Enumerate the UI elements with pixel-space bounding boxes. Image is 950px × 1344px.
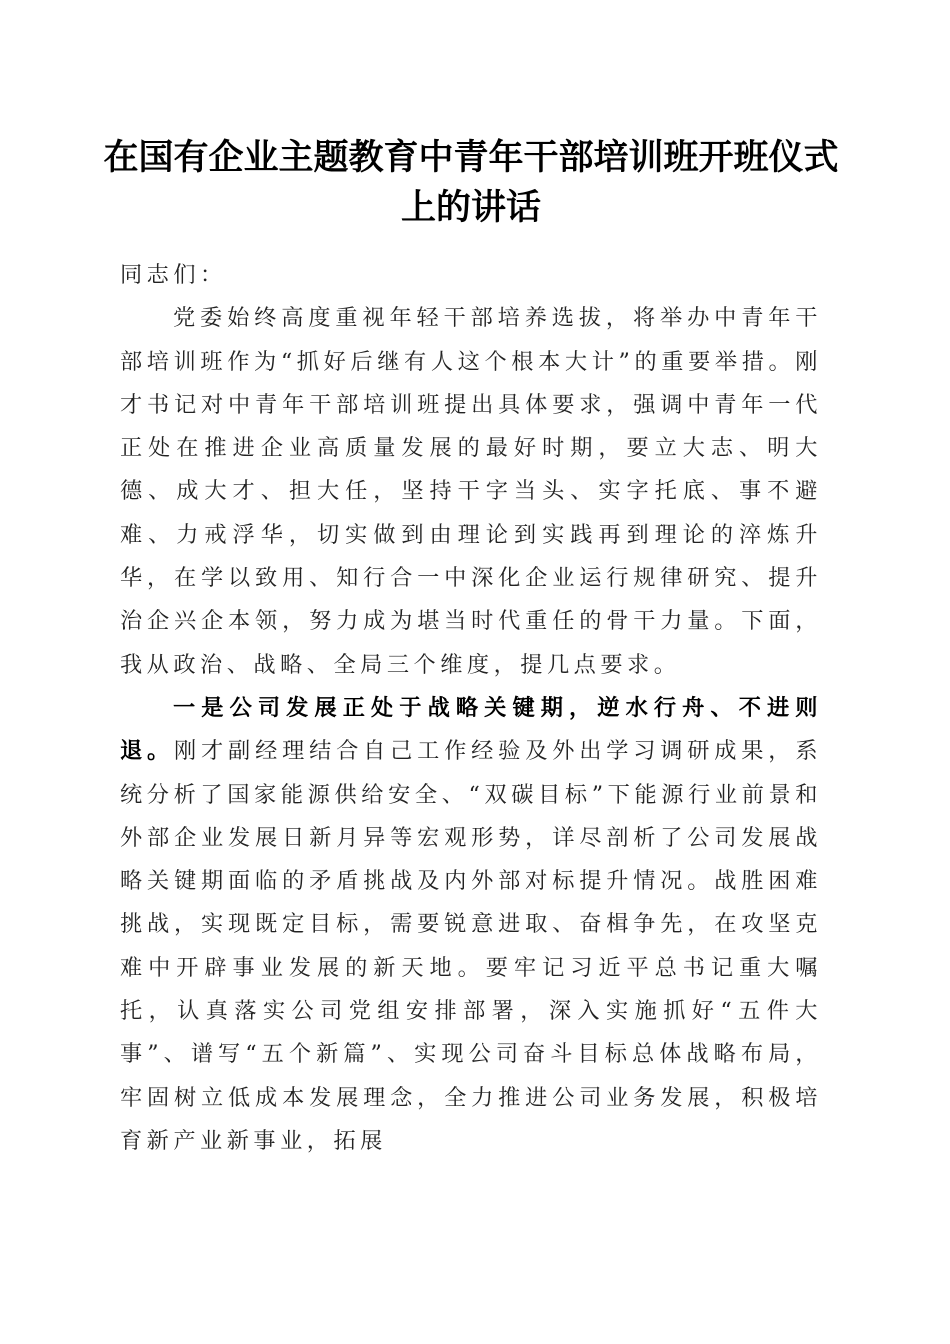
document-title: 在国有企业主题教育中青年干部培训班开班仪式上的讲话 [103,137,839,228]
paragraph-intro: 党委始终高度重视年轻干部培养选拔，将举办中青年干部培训班作为“抓好后继有人这个根本大计”的重要举措。刚才书记对中青年干部培训班提出具体要求，强调中青年一代正处在推进企业高质量发展的最好时期，要立大志、明大德、成大才、担大任，坚持干字当头、实字托底、事不避难、力戒浮华，切实做到由理论到实践再到理论的淬炼升华，在学以致用、知行合一中深化企业运行规律研究、提升治企兴企本领，努力成为堪当时代重任的骨干力量。下面，我从政治、战略、全局三个维度，提几点要求。 [120,305,822,678]
salutation: 同志们： [120,262,227,288]
point-one-body: 刚才副经理结合自己工作经验及外出学习调研成果，系统分析了国家能源供给安全、“双碳目标”下能源行业前景和外部企业发展日新月异等宏观形势，详尽剖析了公司发展战略关键期面临的矛盾挑战及内外部对标提升情况。战胜困难挑战，实现既定目标，需要锐意进取、奋楫争先，在攻坚克难中开辟事业发展的新天地。要牢记习近平总书记重大嘱托，认真落实公司党组安排部署，深入实施抓好“五件大事”、谱写“五个新篇”、实现公司奋斗目标总体战略布局，牢固树立低成本发展理念，全力推进公司业务发展，积极培育新产业新事业，拓展 [120,738,823,1154]
document-body [120,254,822,1163]
point-one-heading: 一是公司发展正处于战略关键期，逆水行舟、不进则退。 [120,694,822,765]
paragraph-point-one [120,687,822,1163]
